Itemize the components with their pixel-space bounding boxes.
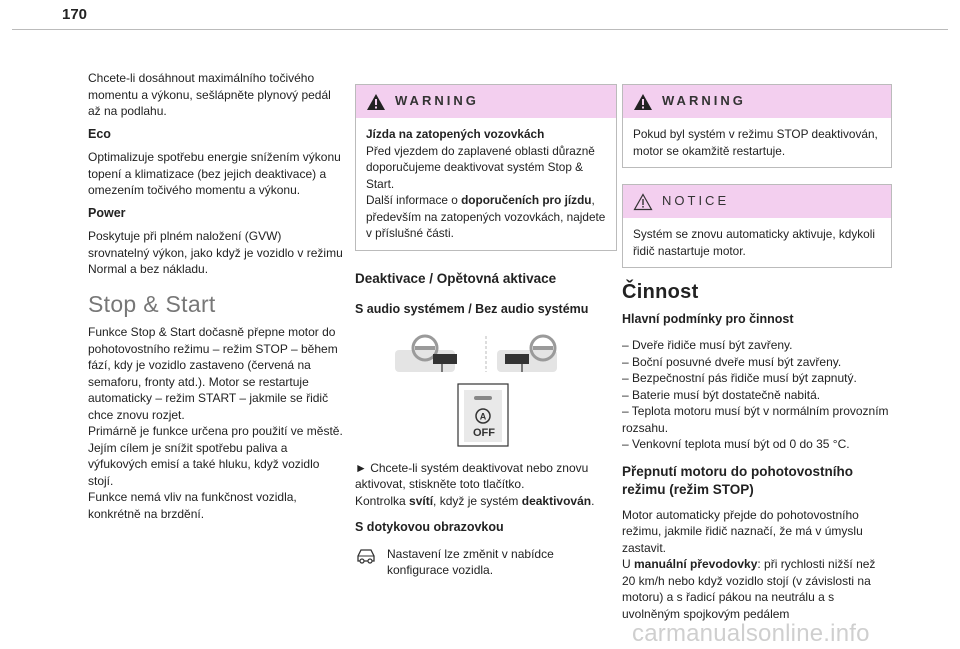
list-item: – Bezpečnostní pás řidiče musí být zapnutý.	[622, 371, 857, 385]
indicator-bold-1: svítí	[409, 493, 434, 508]
list-item: – Teplota motoru musí být v normálním provozním rozsahu.	[622, 404, 889, 435]
warning-more-post: , především na zatopených vozovkách, najdete v příslušné části.	[366, 193, 606, 240]
manual-pre: U	[622, 557, 634, 571]
warning-header	[356, 85, 616, 118]
conditions-heading: Hlavní podmínky pro činnost	[622, 311, 794, 326]
warning-box-2	[622, 84, 892, 168]
stop-start-paragraph-3: Funkce nemá vliv na funkčnost vozidla, konkrétně na brzdění.	[88, 490, 297, 521]
power-heading: Power	[88, 205, 126, 220]
warning-more	[366, 192, 606, 242]
warning-label: WARNING	[395, 93, 479, 109]
indicator-text	[355, 493, 617, 510]
warning-triangle-icon	[366, 93, 386, 111]
button-illustration	[355, 332, 617, 452]
steering-wheel-left-icon	[395, 336, 457, 372]
warning-body	[356, 118, 616, 250]
warning-label-2: WARNING	[662, 93, 746, 109]
warning-box	[355, 84, 617, 251]
indicator-post: .	[591, 493, 595, 508]
intro-paragraph: Chcete-li dosáhnout maximálního točivého momentu a výkonu, sešlápněte plynový pedál až na podlahu.	[88, 71, 331, 118]
instruction-text: ► Chcete-li systém deaktivovat nebo znovu aktivovat, stiskněte toto tlačítko.	[355, 460, 589, 491]
stop-start-paragraph-2: Primárně je funkce určena pro použití ve městě. Jejím cílem je snížit spotřebu paliva a výfukových emisí a také hluku, když vozidlo stojí.	[88, 424, 343, 488]
manual-bold: manuální převodovky	[634, 557, 758, 571]
notice-label: NOTICE	[662, 193, 730, 209]
audio-subheading: S audio systémem / Bez audio systému	[355, 302, 589, 316]
conditions-list	[622, 337, 892, 453]
top-rule	[12, 29, 948, 30]
warning-bold-line: Jízda na zatopených vozovkách	[366, 127, 545, 141]
steering-wheel-right-icon	[497, 336, 557, 372]
warning-body-2: Pokud byl systém v režimu STOP deaktivován, motor se okamžitě restartuje.	[633, 127, 878, 158]
switch-heading: Přepnutí motoru do pohotovostního režimu (režim STOP)	[622, 463, 853, 497]
watermark: carmanualsonline.info	[632, 620, 870, 647]
manual-rest: : při rychlosti nižší než 20 km/h nebo když vozidlo stojí (v závislosti na motoru) a s řadicí pákou na neutrálu a s uvolněným spojkovým pedálem	[622, 557, 876, 621]
touchscreen-text: Nastavení lze změnit v nabídce konfigurace vozidla.	[387, 546, 554, 577]
column-left	[88, 70, 344, 522]
indicator-bold-2: deaktivován	[521, 493, 592, 508]
notice-box	[622, 184, 892, 268]
list-item: – Boční posuvné dveře musí být zavřeny.	[622, 354, 842, 369]
warning-more-bold: doporučeních pro jízdu	[461, 193, 592, 207]
manual-text	[622, 556, 892, 622]
notice-body: Systém se znovu automaticky aktivuje, kdykoli řidič nastartuje motor.	[633, 227, 875, 258]
stop-start-paragraph-1: Funkce Stop & Start dočasně přepne motor do pohotovostního režimu – režim STOP – během fází, kdy je vozidlo zastaveno (červená na semaforu, fronty atd.). Motor se restartuje automaticky – režim START – jakmile se řidič chce znovu rozjet.	[88, 325, 338, 422]
list-item: – Baterie musí být dostatečně nabitá.	[622, 387, 821, 402]
warning-text: Před vjezdem do zaplavené oblasti důrazně doporučujeme deaktivovat systém Stop & Start.	[366, 143, 595, 191]
car-settings-icon	[355, 546, 377, 564]
column-right	[622, 84, 892, 622]
notice-triangle-icon	[633, 193, 653, 211]
warning-triangle-icon	[633, 93, 653, 111]
list-item: – Dveře řidiče musí být zavřeny.	[622, 338, 793, 352]
indicator-mid: , když je systém	[433, 493, 522, 508]
page-number: 170	[62, 6, 88, 23]
warning-more-pre: Další informace o	[366, 193, 462, 207]
list-item: – Venkovní teplota musí být od 0 do 35 °C.	[622, 437, 850, 451]
stop-start-title: Stop & Start	[88, 290, 216, 317]
switch-text: Motor automaticky přejde do pohotovostního režimu, jakmile řidič naznačí, že má v úmyslu zastavit.	[622, 507, 863, 555]
power-paragraph: Poskytuje při plném naložení (GVW) srovnatelný výkon, jako když je vozidlo v režimu Normal a bez nákladu.	[88, 229, 343, 276]
deactivation-heading: Deaktivace / Opětovná aktivace	[355, 270, 557, 286]
column-middle	[355, 84, 617, 579]
activity-title: Činnost	[622, 281, 699, 303]
notice-header	[623, 185, 891, 218]
warning-header-2	[623, 85, 891, 118]
eco-paragraph: Optimalizuje spotřebu energie snížením výkonu topení a klimatizace (bez jejich deaktivace) a omezením točivého momentu a výkonu.	[88, 150, 341, 197]
svg-text:A: A	[479, 411, 487, 421]
touchscreen-subheading: S dotykovou obrazovkou	[355, 520, 504, 534]
eco-heading: Eco	[88, 126, 111, 141]
off-label: OFF	[473, 426, 495, 439]
touchscreen-row	[355, 546, 617, 579]
indicator-pre: Kontrolka	[355, 493, 410, 508]
